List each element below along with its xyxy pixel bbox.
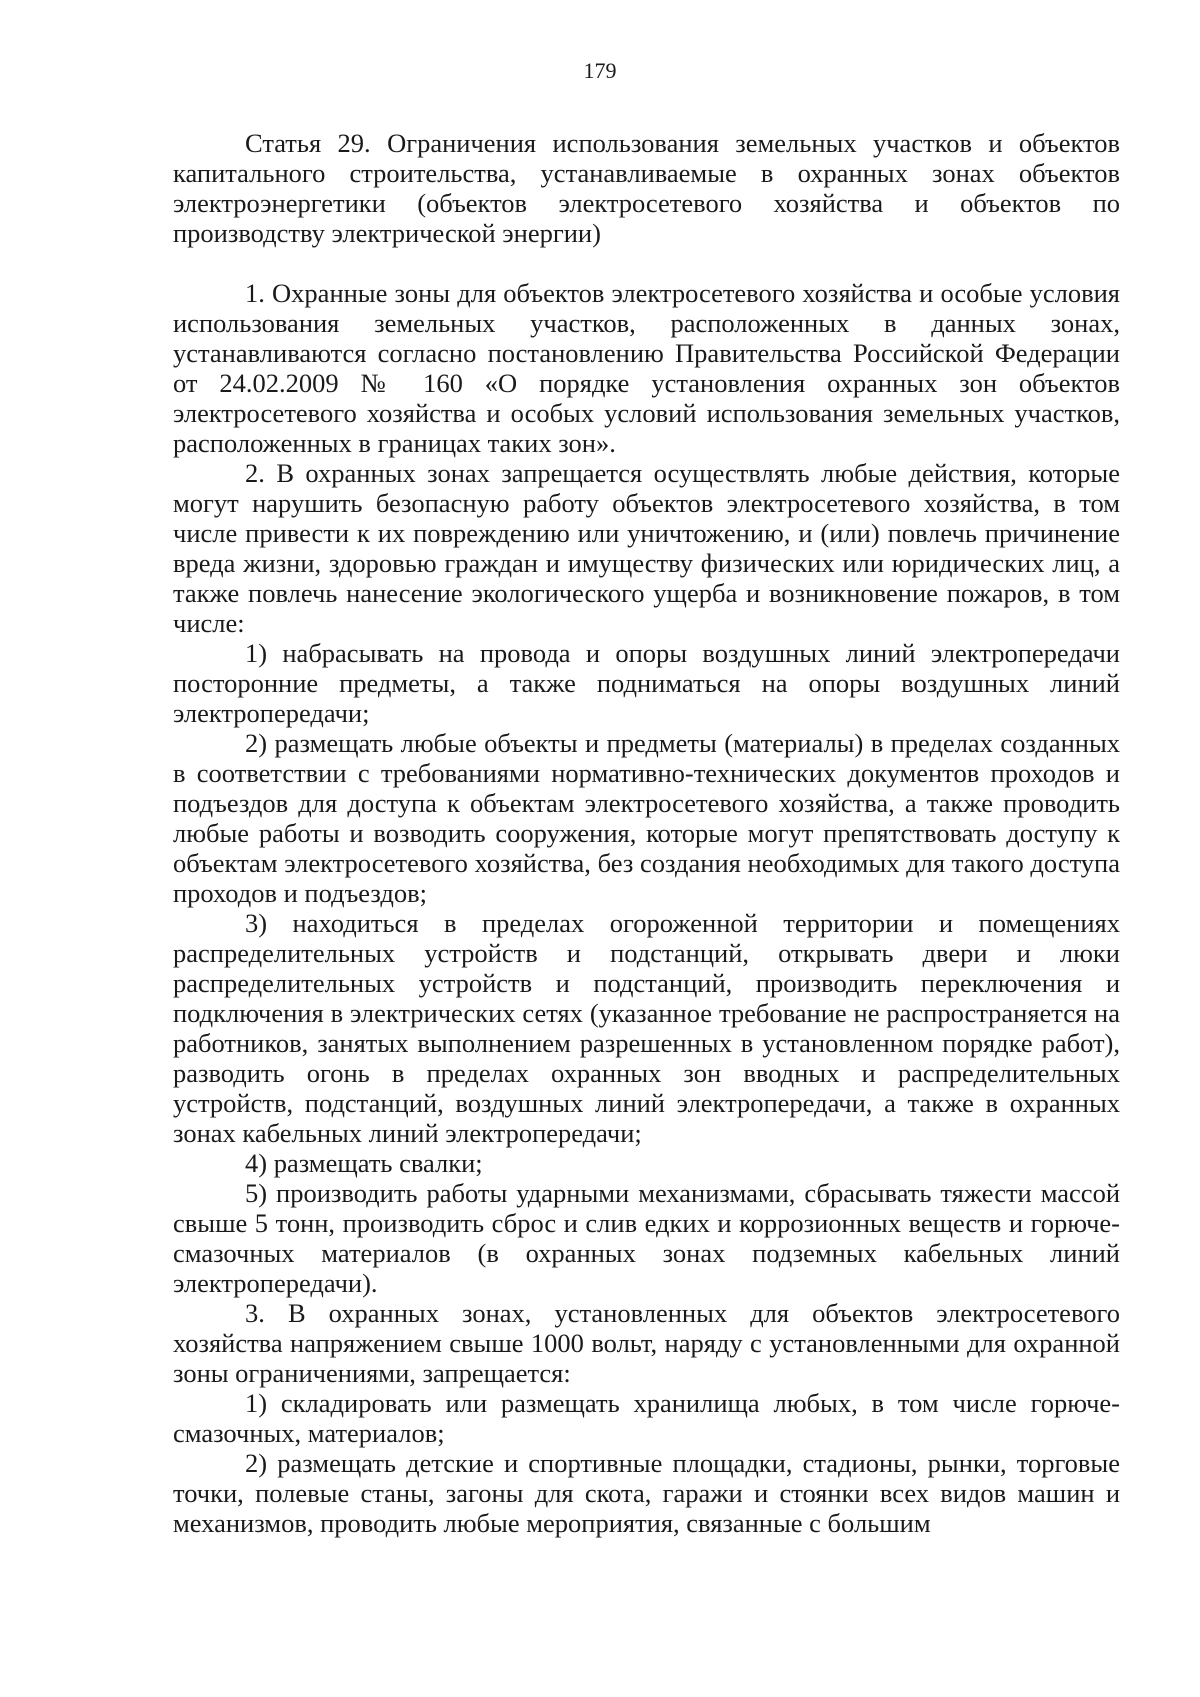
article-title: Статья 29. Ограничения использования земельных участков и объектов капитального строительства, устанавливаемые в охранных зонах объектов электроэнергетики (объектов электросетевого хозяйства и объектов по производству электрической энергии) <box>173 128 1120 248</box>
list-item-2-4: 4) размещать свалки; <box>245 1148 483 1178</box>
paragraph-2: 2. В охранных зонах запрещается осуществлять любые действия, которые могут нарушить безопасную работу объектов электросетевого хозяйства, в том числе привести к их повреждению или уничтожению, и (или) повлечь причинение вреда жизни, здоровью граждан и имуществу физических или юридических лиц, а также повлечь нанесение экологического ущерба и возникновение пожаров, в том числе: <box>173 458 1120 638</box>
list-item-2-1: 1) набрасывать на провода и опоры воздушных линий электропередачи посторонние предметы, а также подниматься на опоры воздушных линий электропередачи; <box>173 638 1120 728</box>
list-item-3-1: 1) складировать или размещать хранилища любых, в том числе горюче-смазочных, материалов; <box>173 1388 1120 1448</box>
document-body <box>173 128 1120 1538</box>
paragraph-3: 3. В охранных зонах, установленных для объектов электросетевого хозяйства напряжением свыше 1000 вольт, наряду с установленными для охранной зоны ограничениями, запрещается: <box>173 1298 1120 1388</box>
page-number: 179 <box>583 58 617 83</box>
list-item-3-2: 2) размещать детские и спортивные площадки, стадионы, рынки, торговые точки, полевые станы, загоны для скота, гаражи и стоянки всех видов машин и механизмов, проводить любые мероприятия, связанные с большим <box>173 1448 1120 1538</box>
list-item-2-3: 3) находиться в пределах огороженной территории и помещениях распределительных устройств и подстанций, открывать двери и люки распределительных устройств и подстанций, производить переключения и подключения в электрических сетях (указанное требование не распространяется на работников, занятых выполнением разрешенных в установленном порядке работ), разводить огонь в пределах охранных зон вводных и распределительных устройств, подстанций, воздушных линий электропередачи, а также в охранных зонах кабельных линий электропередачи; <box>173 908 1120 1148</box>
list-item-2-2: 2) размещать любые объекты и предметы (материалы) в пределах созданных в соответствии с требованиями нормативно-технических документов проходов и подъездов для доступа к объектам электросетевого хозяйства, а также проводить любые работы и возводить сооружения, которые могут препятствовать доступу к объектам электросетевого хозяйства, без создания необходимых для такого доступа проходов и подъездов; <box>173 728 1120 908</box>
paragraph-1: 1. Охранные зоны для объектов электросетевого хозяйства и особые условия использования земельных участков, расположенных в данных зонах, устанавливаются согласно постановлению Правительства Российской Федерации от 24.02.2009 № 160 «О порядке установления охранных зон объектов электросетевого хозяйства и особых условий использования земельных участков, расположенных в границах таких зон». <box>173 278 1120 458</box>
list-item-2-5: 5) производить работы ударными механизмами, сбрасывать тяжести массой свыше 5 тонн, производить сброс и слив едких и коррозионных веществ и горюче-смазочных материалов (в охранных зонах подземных кабельных линий электропередачи). <box>173 1178 1120 1298</box>
